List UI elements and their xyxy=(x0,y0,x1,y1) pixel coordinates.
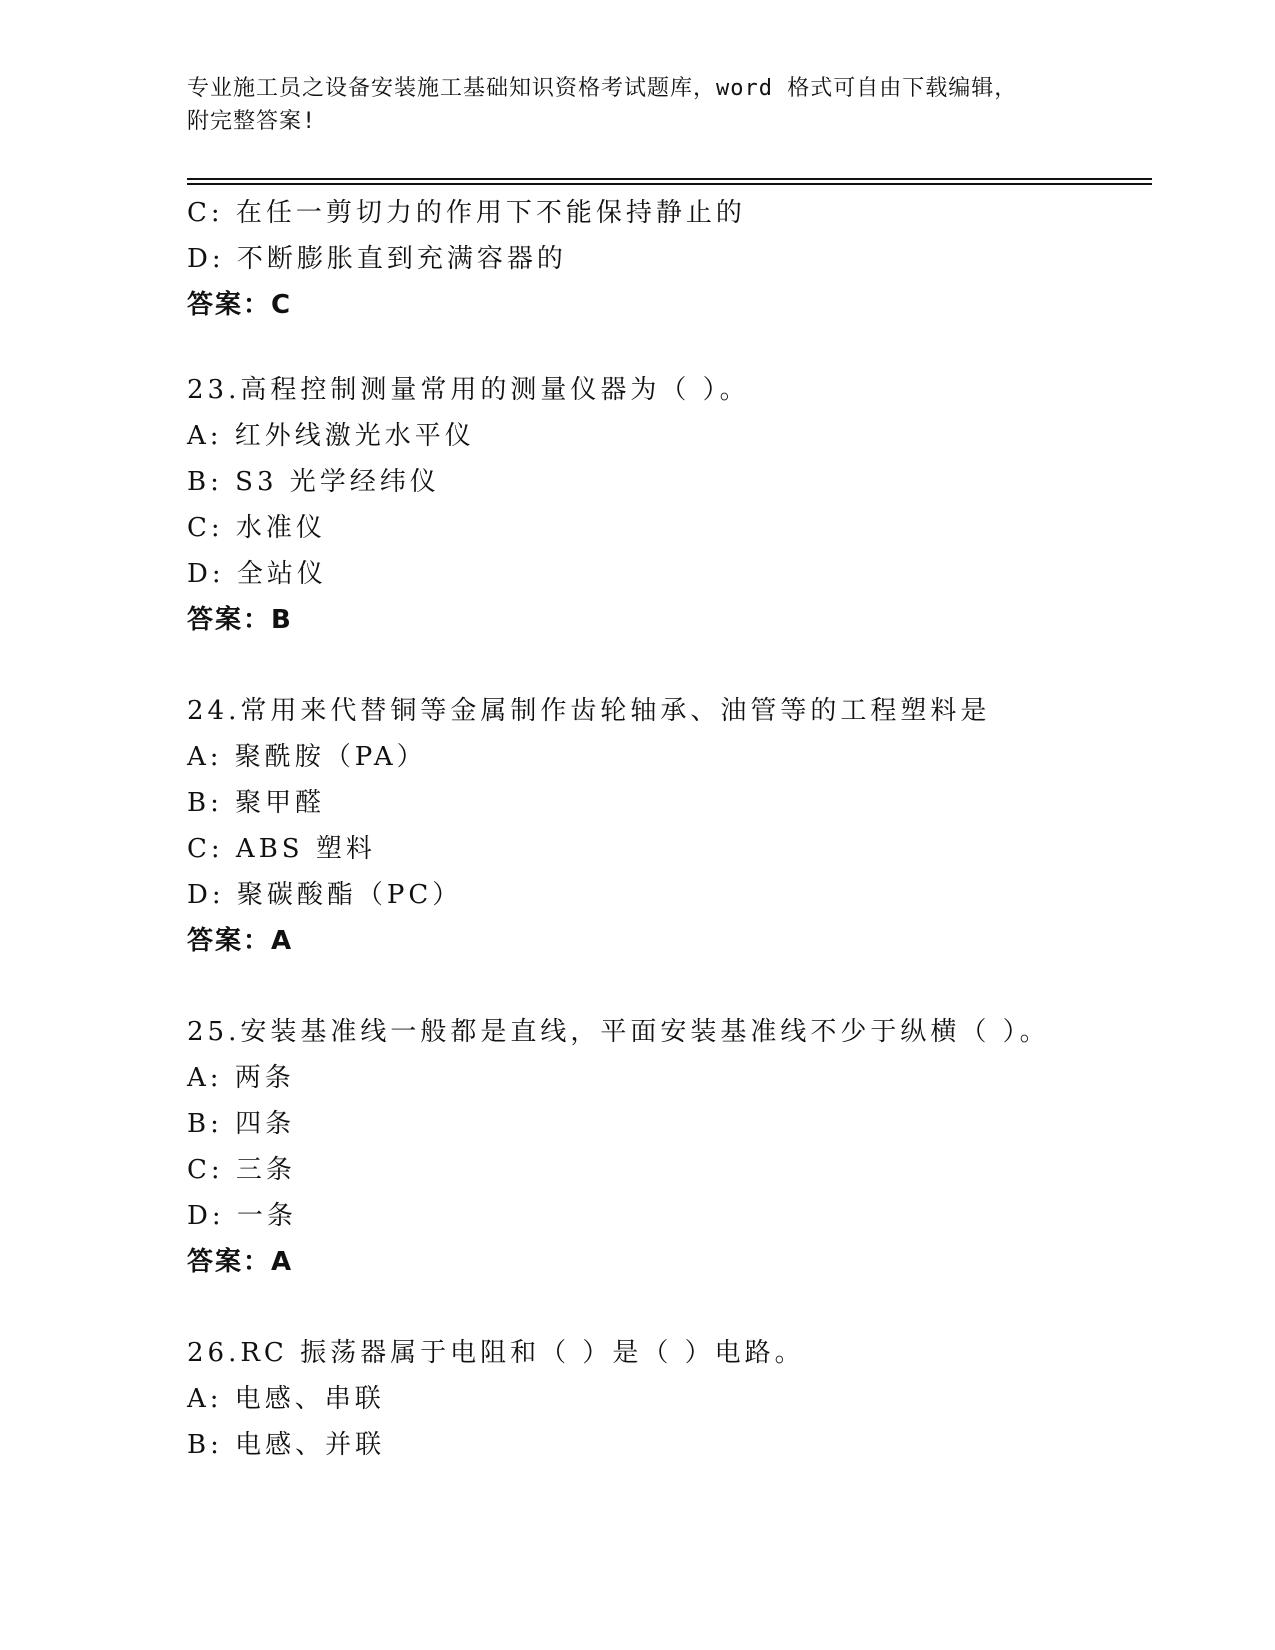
answer-line: 答案：A xyxy=(187,926,294,956)
option-d: D: 一条 xyxy=(187,1201,297,1231)
option-b: B: S3 光学经纬仪 xyxy=(187,467,440,497)
header-divider-bottom xyxy=(187,183,1152,185)
option-d: D: 聚碳酸酯（PC） xyxy=(187,880,463,910)
option-d: D: 不断膨胀直到充满容器的 xyxy=(187,244,567,274)
header-line-2: 附完整答案! xyxy=(187,109,317,134)
option-c: C: 水准仪 xyxy=(187,513,326,543)
answer-line: 答案：C xyxy=(187,290,293,320)
question-23 xyxy=(187,367,750,643)
header-divider-top xyxy=(187,178,1152,180)
option-a: A: 聚酰胺（PA） xyxy=(187,742,427,772)
option-c: C: 三条 xyxy=(187,1155,296,1185)
answer-line: 答案：A xyxy=(187,1247,294,1277)
question-stem: 25.安装基准线一般都是直线，平面安装基准线不少于纵横（ ）。 xyxy=(187,1017,1050,1047)
option-a: A: 电感、串联 xyxy=(187,1384,385,1414)
option-c: C: 在任一剪切力的作用下不能保持静止的 xyxy=(187,198,746,228)
question-carryover xyxy=(187,190,746,328)
option-a: A: 红外线激光水平仪 xyxy=(187,421,475,451)
header-line-1: 专业施工员之设备安装施工基础知识资格考试题库，word 格式可自由下载编辑， xyxy=(187,76,1018,101)
option-b: B: 电感、并联 xyxy=(187,1430,386,1460)
document-header xyxy=(187,72,1087,138)
option-c: C: ABS 塑料 xyxy=(187,834,376,864)
question-24 xyxy=(187,688,990,964)
question-26 xyxy=(187,1330,805,1468)
question-stem: 24.常用来代替铜等金属制作齿轮轴承、油管等的工程塑料是 xyxy=(187,696,991,726)
option-d: D: 全站仪 xyxy=(187,559,327,589)
option-b: B: 四条 xyxy=(187,1109,296,1139)
answer-line: 答案：B xyxy=(187,605,293,635)
option-b: B: 聚甲醛 xyxy=(187,788,326,818)
question-stem: 23.高程控制测量常用的测量仪器为（ ）。 xyxy=(187,375,750,405)
option-a: A: 两条 xyxy=(187,1063,295,1093)
question-stem: 26.RC 振荡器属于电阻和（ ）是（ ）电路。 xyxy=(187,1338,805,1368)
question-25 xyxy=(187,1009,1050,1285)
